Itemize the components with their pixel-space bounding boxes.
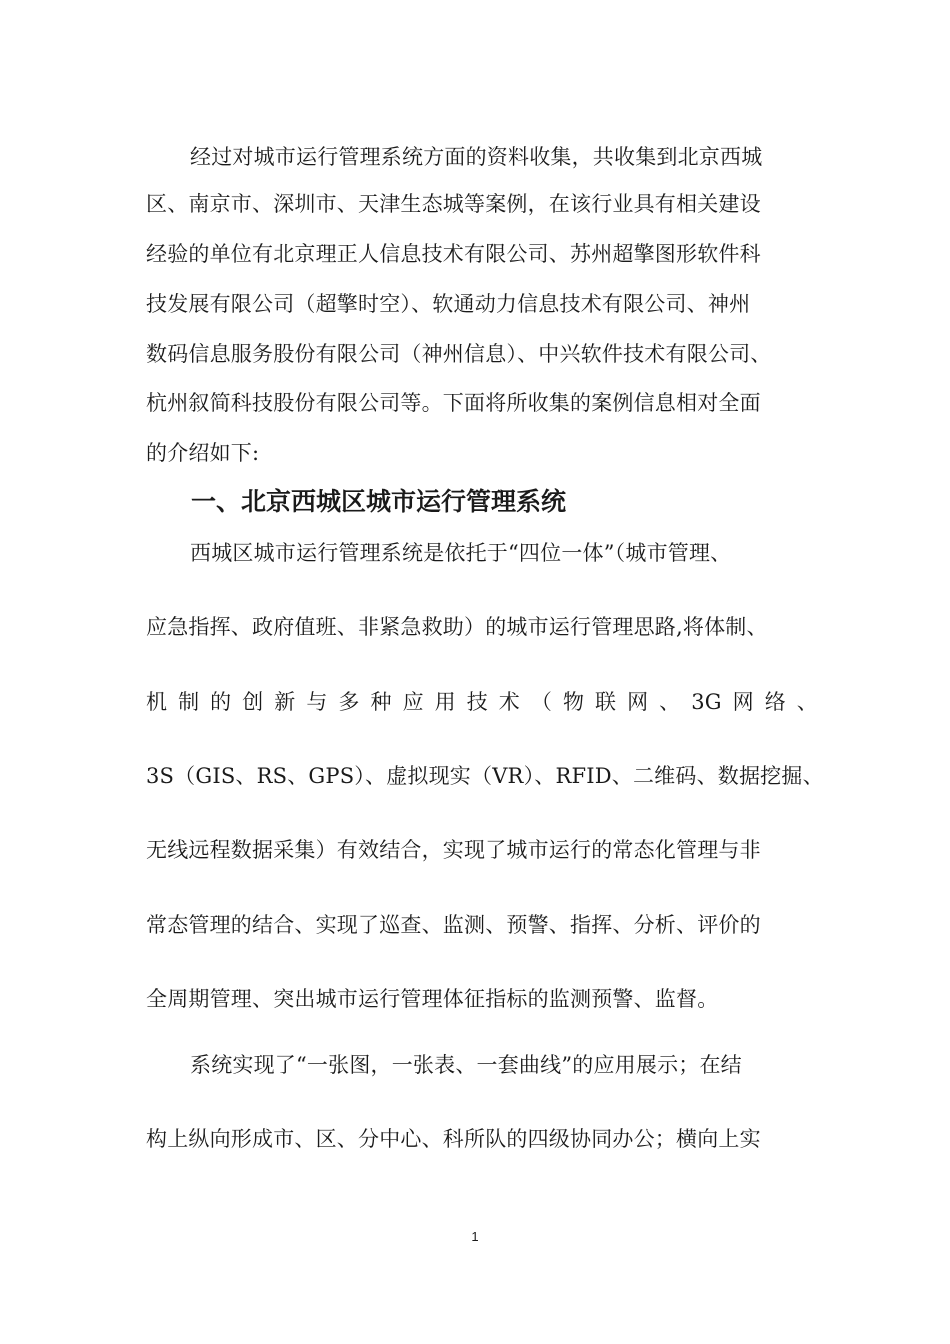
para1-line-5: 无线远程数据采集）有效结合，实现了城市运行的常态化管理与非: [146, 838, 761, 862]
para1-line-2: 应急指挥、政府值班、非紧急救助）的城市运行管理思路,将体制、: [146, 615, 768, 639]
para2-line-1: 系统实现了“一张图，一张表、一套曲线”的应用展示；在结: [190, 1053, 742, 1077]
section-heading: 一、北京西城区城市运行管理系统: [191, 487, 567, 516]
para1-line-6: 常态管理的结合、实现了巡查、监测、预警、指挥、分析、评价的: [146, 913, 761, 937]
intro-line-7: 的介绍如下:: [146, 441, 260, 465]
para2-line-2: 构上纵向形成市、区、分中心、科所队的四级协同办公；横向上实: [146, 1127, 761, 1151]
intro-line-6: 杭州叙简科技股份有限公司等。下面将所收集的案例信息相对全面: [146, 391, 761, 415]
para1-line-7: 全周期管理、突出城市运行管理体征指标的监测预警、监督。: [146, 987, 719, 1011]
intro-line-2: 区、南京市、深圳市、天津生态城等案例，在该行业具有相关建设: [146, 192, 761, 216]
para1-line-3: 机制的创新与多种应用技术（物联网、3G网络、: [146, 690, 818, 714]
para1-line-1: 西城区城市运行管理系统是依托于“四位一体”（城市管理、: [190, 541, 732, 565]
intro-line-4: 技发展有限公司（超擎时空）、软通动力信息技术有限公司、神州: [146, 292, 751, 316]
para1-line-4: 3S（GIS、RS、GPS）、虚拟现实（VR）、RFID、二维码、数据挖掘、: [146, 764, 824, 788]
intro-line-1: 经过对城市运行管理系统方面的资料收集，共收集到北京西城: [190, 145, 763, 169]
page-number: 1: [471, 1229, 479, 1244]
intro-line-5: 数码信息服务股份有限公司（神州信息）、中兴软件技术有限公司、: [146, 342, 772, 366]
intro-line-3: 经验的单位有北京理正人信息技术有限公司、苏州超擎图形软件科: [146, 242, 761, 266]
